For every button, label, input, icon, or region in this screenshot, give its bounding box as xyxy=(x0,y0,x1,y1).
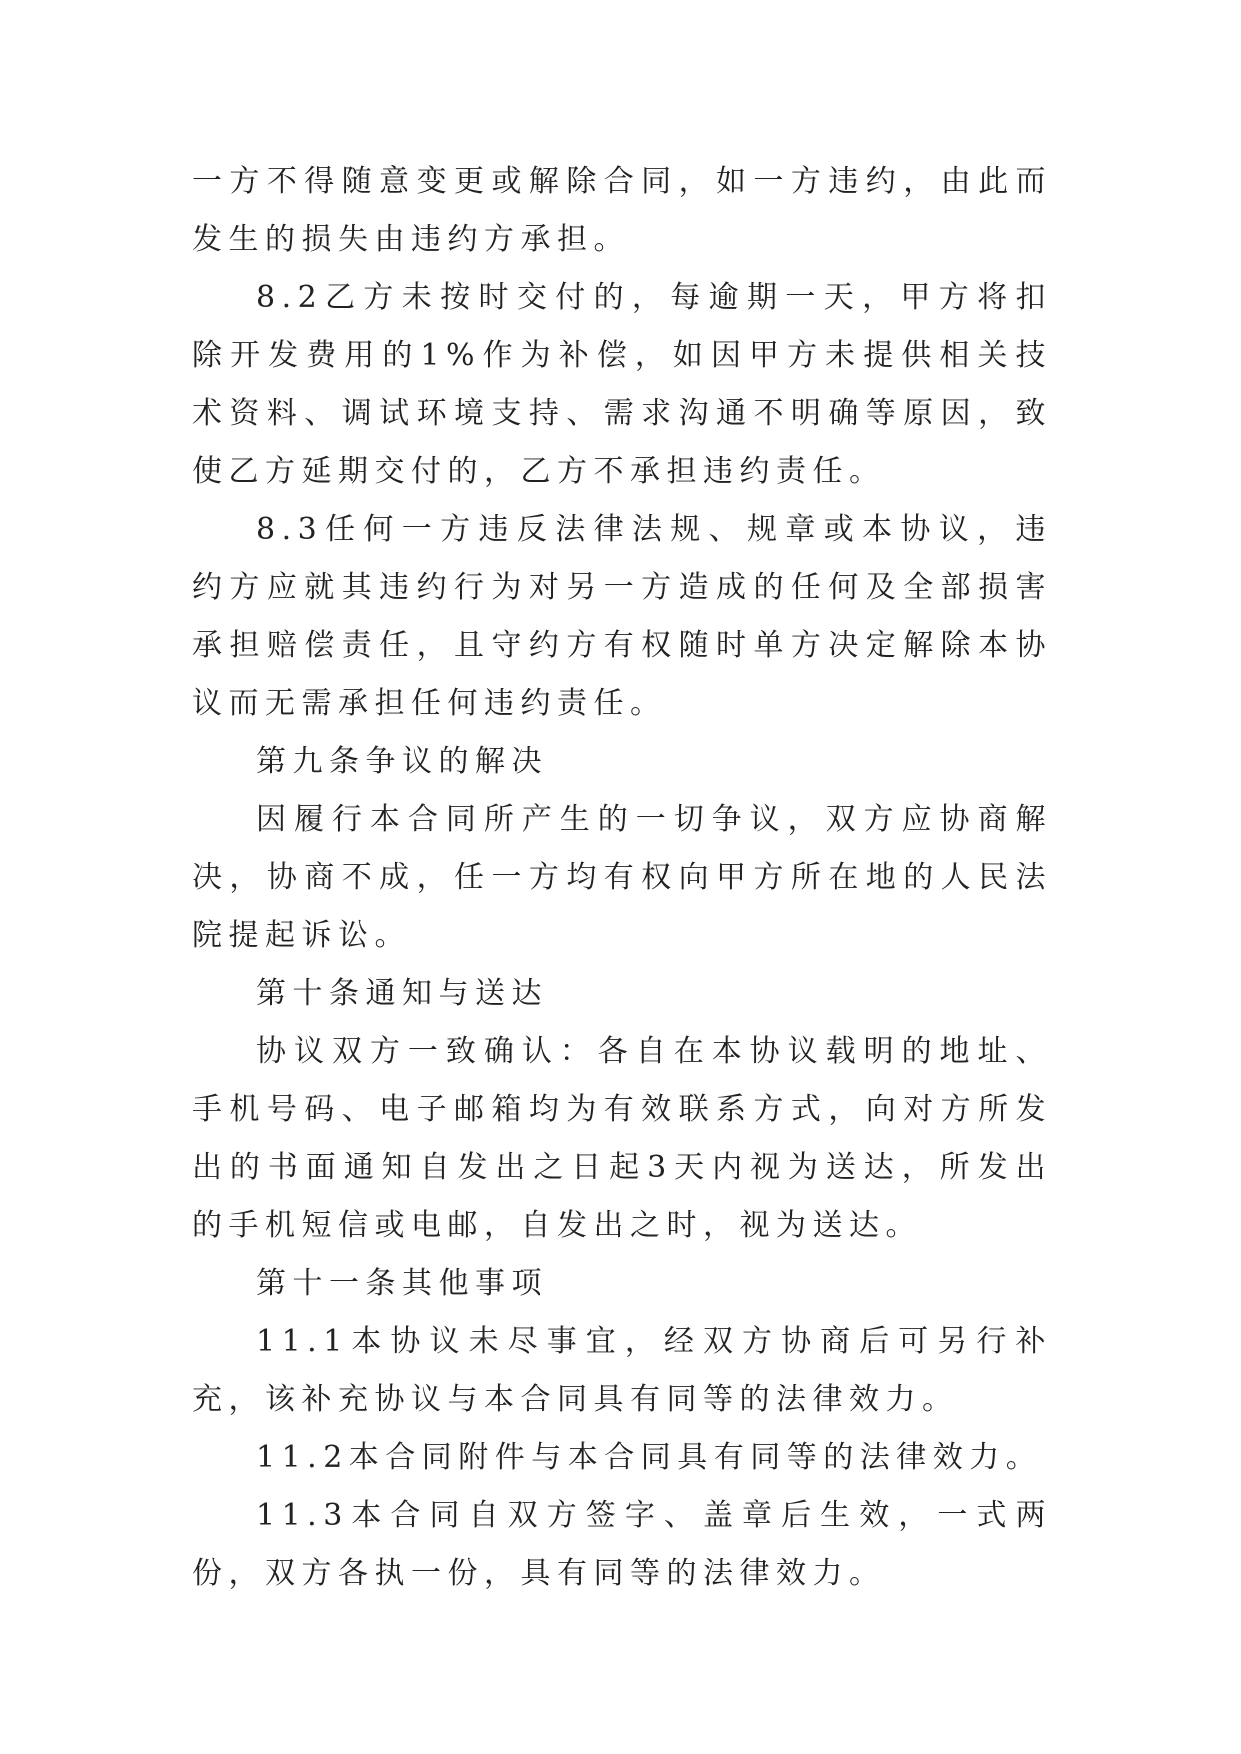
paragraph-clause-11-2: 11.2本合同附件与本合同具有同等的法律效力。 xyxy=(256,1440,1043,1475)
paragraph-continuation: 一方不得随意变更或解除合同，如一方违约，由此而发生的损失由违约方承担。 xyxy=(192,164,1052,257)
document-body xyxy=(192,153,1052,1603)
paragraph-clause-11-3: 11.3本合同自双方签字、盖章后生效，一式两份，双方各执一份，具有同等的法律效力。 xyxy=(192,1498,1052,1591)
heading-article-9: 第九条争议的解决 xyxy=(256,744,548,779)
paragraph-clause-11-1: 11.1本协议未尽事宜，经双方协商后可另行补充，该补充协议与本合同具有同等的法律效力。 xyxy=(192,1324,1052,1417)
paragraph-clause-8-2: 8.2乙方未按时交付的，每逾期一天，甲方将扣除开发费用的1%作为补偿，如因甲方未提供相关技术资料、调试环境支持、需求沟通不明确等原因，致使乙方延期交付的，乙方不承担违约责任。 xyxy=(192,280,1052,489)
heading-article-11: 第十一条其他事项 xyxy=(256,1266,548,1301)
heading-article-10: 第十条通知与送达 xyxy=(256,976,548,1011)
paragraph-notice-delivery: 协议双方一致确认：各自在本协议载明的地址、手机号码、电子邮箱均为有效联系方式，向对方所发出的书面通知自发出之日起3天内视为送达，所发出的手机短信或电邮，自发出之时，视为送达。 xyxy=(192,1034,1052,1243)
paragraph-clause-8-3: 8.3任何一方违反法律法规、规章或本协议，违约方应就其违约行为对另一方造成的任何及全部损害承担赔偿责任，且守约方有权随时单方决定解除本协议而无需承担任何违约责任。 xyxy=(192,512,1052,721)
paragraph-dispute-resolution: 因履行本合同所产生的一切争议，双方应协商解决，协商不成，任一方均有权向甲方所在地的人民法院提起诉讼。 xyxy=(192,802,1052,953)
